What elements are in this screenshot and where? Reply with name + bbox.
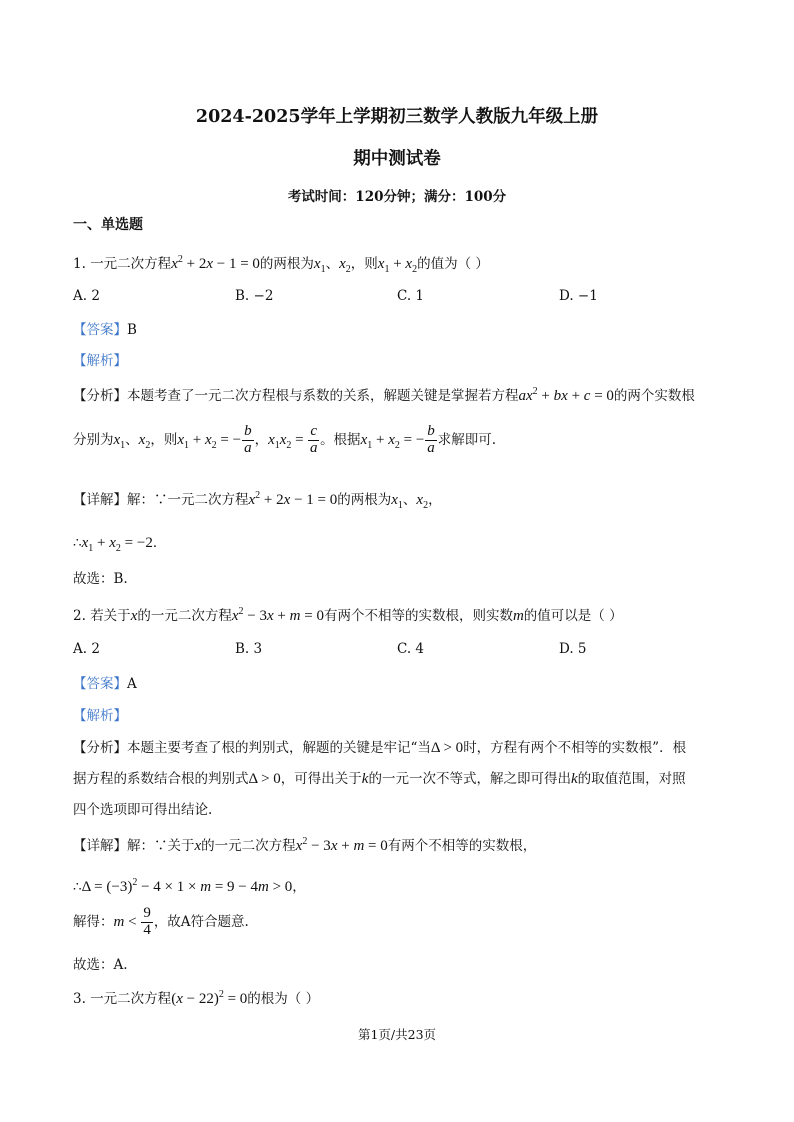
analysis-label: 【解析】 [73, 708, 127, 724]
equation: $x^2 + 2x - 1 = 0$ [171, 254, 260, 272]
analysis-line-2: 分别为$x_1$、$x_2$，则$x_1 + x_2$ = − $\frac{b}{a}$ ，$x_1x_2$ = $\frac{c}{a}$ 。根据$x_1 + x_2$ = − $\frac{b}{a}$ 求解即可. [73, 423, 497, 456]
detail-line-2: ∴Δ = $(-3)^2 - 4 \times 1 \times m = 9 - 4m > 0$， [73, 877, 306, 895]
analysis-line-1: 【分析】本题主要考查了根的判别式，解题的关键是牢记“当Δ > 0时，方程有两个不相等的实数根”．根 [73, 740, 687, 756]
analysis-line-3: 四个选项即可得出结论. [73, 802, 213, 818]
section-title: 一、单选题 [73, 217, 143, 233]
question-2-options [0, 641, 794, 661]
question-1-stem: 1. 一元二次方程$x^2 + 2x - 1 = 0$的两根为$x_1$、$x_2$，则$x_1 + x_2$的值为（ ） [73, 254, 489, 275]
detail-line-1: 【详解】解：∵关于x的一元二次方程$x^2 - 3x + m = 0$有两个不相等的实数根， [73, 836, 537, 854]
option-c: C. 4 [397, 641, 425, 657]
analysis-label: 【解析】 [73, 353, 127, 369]
document-title: 2024-2025学年上学期初三数学人教版九年级上册 [195, 107, 599, 127]
option-d: D. 5 [559, 641, 587, 657]
option-b: B. 3 [235, 641, 263, 657]
question-1-options [0, 288, 794, 308]
exam-info: 考试时间：120分钟；满分：100分 [287, 189, 507, 205]
answer-line: 【答案】A [73, 676, 137, 692]
option-a: A. 2 [73, 641, 100, 657]
choose-line: 故选：A. [73, 957, 128, 973]
analysis-line-1: 【分析】本题考查了一元二次方程根与系数的关系，解题关键是掌握若方程$ax^2$ + bx + c = 0的两个实数根 [73, 386, 695, 404]
page-footer: 第1页/共23页 [357, 1027, 437, 1042]
detail-line-2: $\therefore x_1 + x_2 = -2$． [73, 535, 167, 554]
option-c: C. 1 [397, 288, 425, 304]
solve-line: 解得：m < $\frac{9}{4}$ ，故A符合题意. [73, 905, 249, 938]
question-3-stem: 3. 一元二次方程$(x - 22)^2 = 0$的根为（ ） [73, 989, 320, 1007]
option-a: A. 2 [73, 288, 100, 304]
option-d: D. −1 [559, 288, 598, 304]
detail-line-1: 【详解】解：∵一元二次方程$x^2 + 2x - 1 = 0$的两根为$x_1$、$x_2$， [73, 490, 442, 511]
option-b: B. −2 [235, 288, 274, 304]
choose-line: 故选：B. [73, 571, 128, 587]
answer-line: 【答案】B [73, 322, 137, 338]
question-2-stem: 2. 若关于x的一元二次方程$x^2 - 3x + m = 0$有两个不相等的实数根，则实数m的值可以是（ ） [73, 606, 623, 624]
analysis-line-2: 据方程的系数结合根的判别式Δ > 0，可得出关于k的一元一次不等式，解之即可得出k的取值范围，对照 [73, 771, 686, 787]
document-subtitle: 期中测试卷 [353, 149, 441, 169]
